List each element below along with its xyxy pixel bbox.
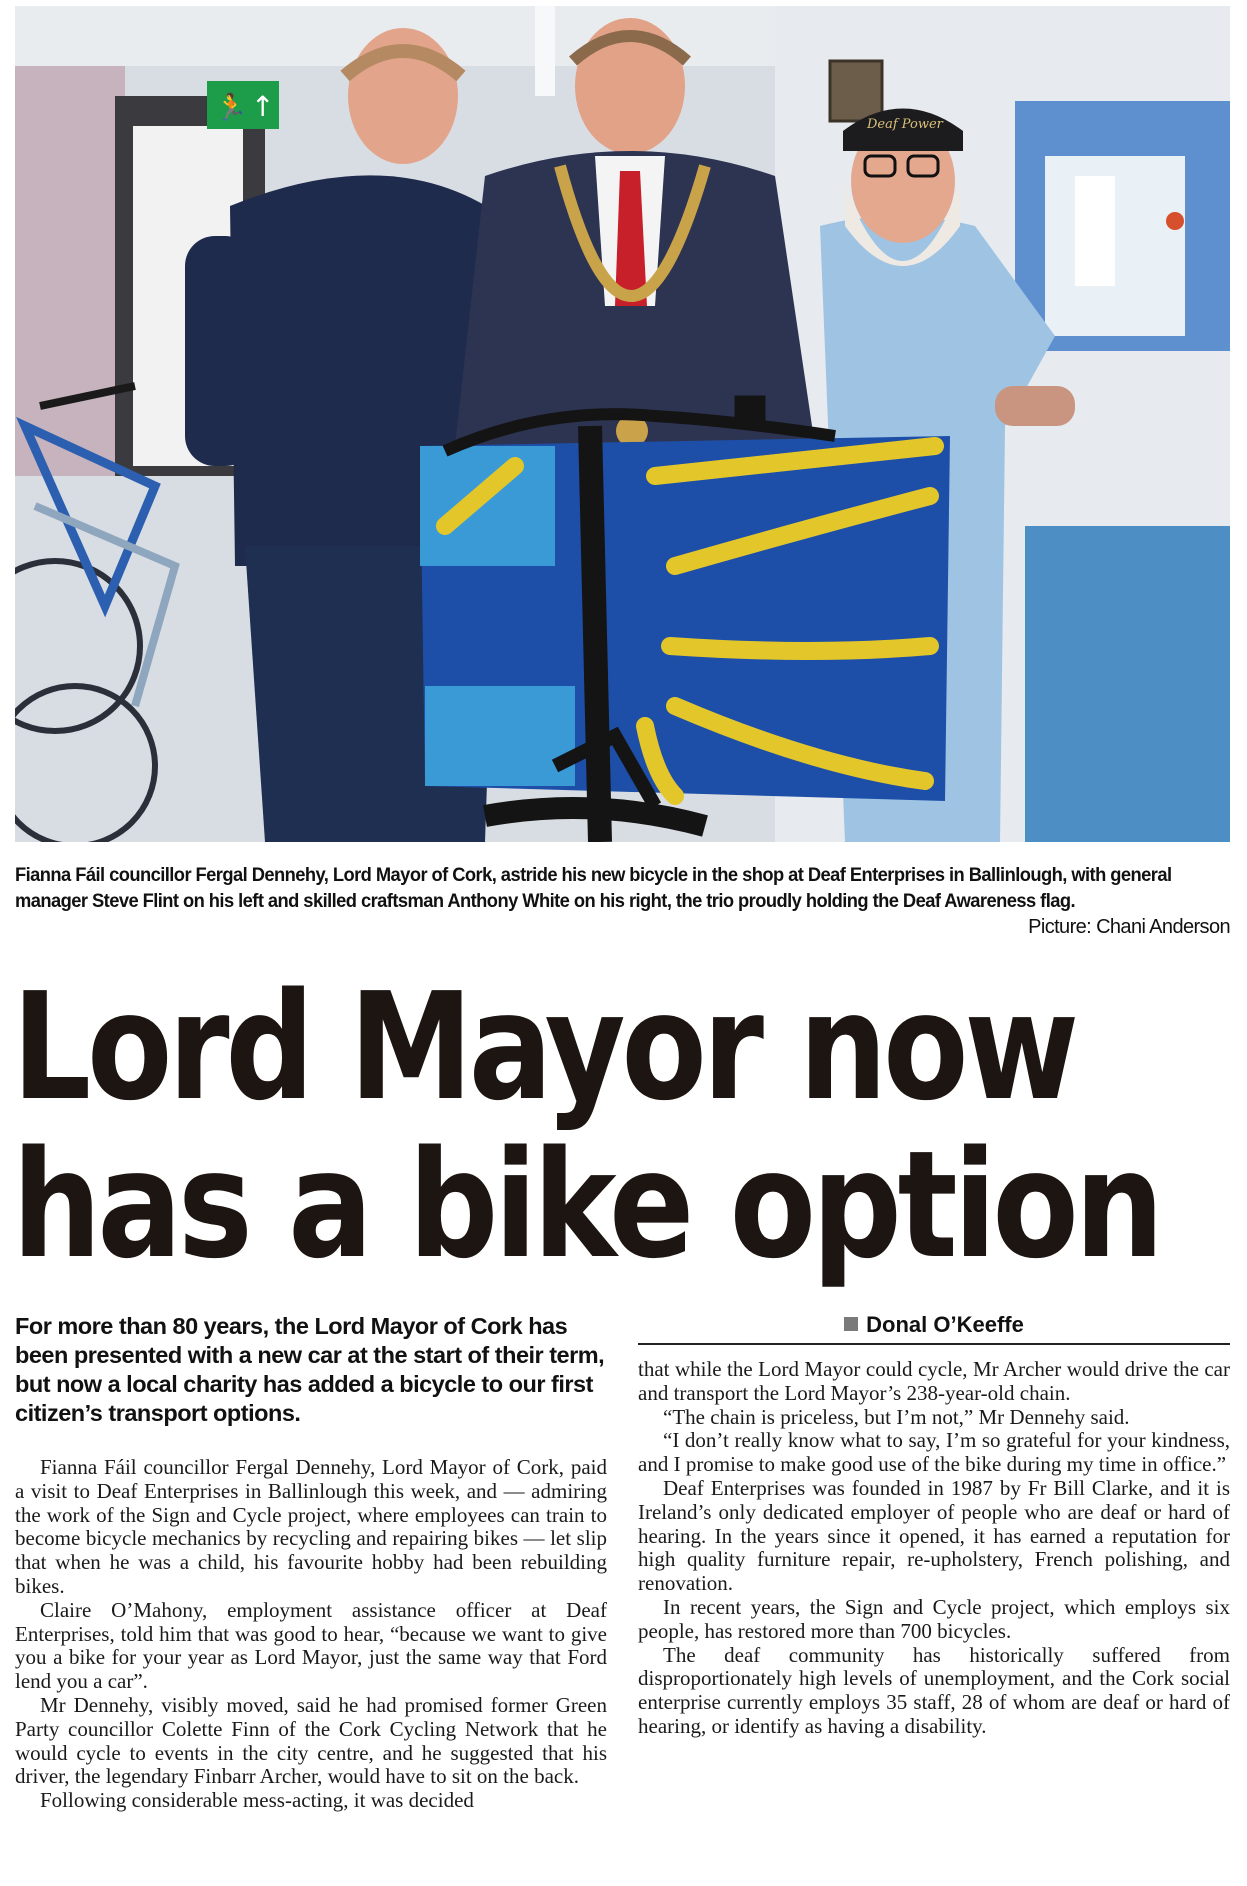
exit-sign <box>207 81 279 129</box>
exit-running-man-icon: 🏃 <box>215 93 248 123</box>
news-photo <box>15 6 1230 842</box>
photo-caption: Fianna Fáil councillor Fergal Dennehy, Lord Mayor of Cork, astride his new bicycle in the shop at Deaf Enterprises in Ballinlough, with general manager Steve Flint on his left and skilled craftsman Anthony White on his right, the trio proudly holding the Deaf Awareness flag. <box>15 864 1172 912</box>
body-paragraph: “The chain is priceless, but I’m not,” Mr Dennehy said. <box>663 1404 1130 1429</box>
article-column-left <box>15 1456 607 1813</box>
deaf-awareness-flag <box>420 436 950 801</box>
body-paragraph: “I don’t really know what to say, I’m so grateful for your kindness, and I promise to make good use of the bike during my time in office.” <box>638 1428 1230 1477</box>
body-paragraph: Mr Dennehy, visibly moved, said he had promised former Green Party councillor Colette Finn of the Cork Cycling Network that he would cycle to events in the city centre, and he suggested that his driver, the legendary Finbarr Archer, would have to sit on the back. <box>15 1692 607 1789</box>
standfirst: For more than 80 years, the Lord Mayor of Cork has been presented with a new car at the start of their term, but now a local charity has added a bicycle to our first citizen’s transport options. <box>15 1313 605 1426</box>
body-paragraph: In recent years, the Sign and Cycle project, which employs six people, has restored more than 700 bicycles. <box>638 1594 1230 1643</box>
svg-text:Deaf Power: Deaf Power <box>867 117 943 132</box>
headline-line-2: has a bike option <box>12 1119 1160 1291</box>
body-paragraph: that while the Lord Mayor could cycle, Mr Archer would drive the car and transport the Lord Mayor’s 238-year-old chain. <box>638 1357 1230 1405</box>
headline <box>12 961 1237 1291</box>
photo-credit: Picture: Chani Anderson <box>1028 916 1230 938</box>
body-paragraph: Claire O’Mahony, employment assistance officer at Deaf Enterprises, told him that was good to hear, “because we want to give you a bike for your year as Lord Mayor, just the same way that Ford lend you a car”. <box>15 1597 607 1694</box>
photo-illustration <box>15 6 1230 842</box>
body-paragraph: Following considerable mess-acting, it was decided <box>40 1788 474 1813</box>
body-paragraph: Deaf Enterprises was founded in 1987 by Fr Bill Clarke, and it is Ireland’s only dedicated employer of people who are deaf or hard of hearing. In the years since it opened, it has earned a reputation for high quality furniture repair, re-upholstery, French polishing, and renovation. <box>638 1475 1230 1596</box>
svg-text:↑: ↑ <box>251 90 275 123</box>
byline-square-icon <box>844 1317 858 1331</box>
body-paragraph: The deaf community has historically suffered from disproportionately high levels of unemployment, and the Cork social enterprise currently employs 35 staff, 28 of whom are deaf or hard of hearing, or identify as having a disability. <box>638 1642 1230 1738</box>
byline <box>638 1311 1230 1345</box>
headline-line-1: Lord Mayor now <box>12 961 1075 1133</box>
article-column-right <box>638 1358 1230 1739</box>
byline-author: Donal O’Keeffe <box>866 1312 1024 1337</box>
body-paragraph: Fianna Fáil councillor Fergal Dennehy, Lord Mayor of Cork, paid a visit to Deaf Enterprises in Ballinlough this week, and — admiring the work of the Sign and Cycle project, where employees can train to become bicycle mechanics by recycling and repairing bikes — let slip that when he was a child, his favourite hobby had been rebuilding bikes. <box>15 1455 607 1598</box>
